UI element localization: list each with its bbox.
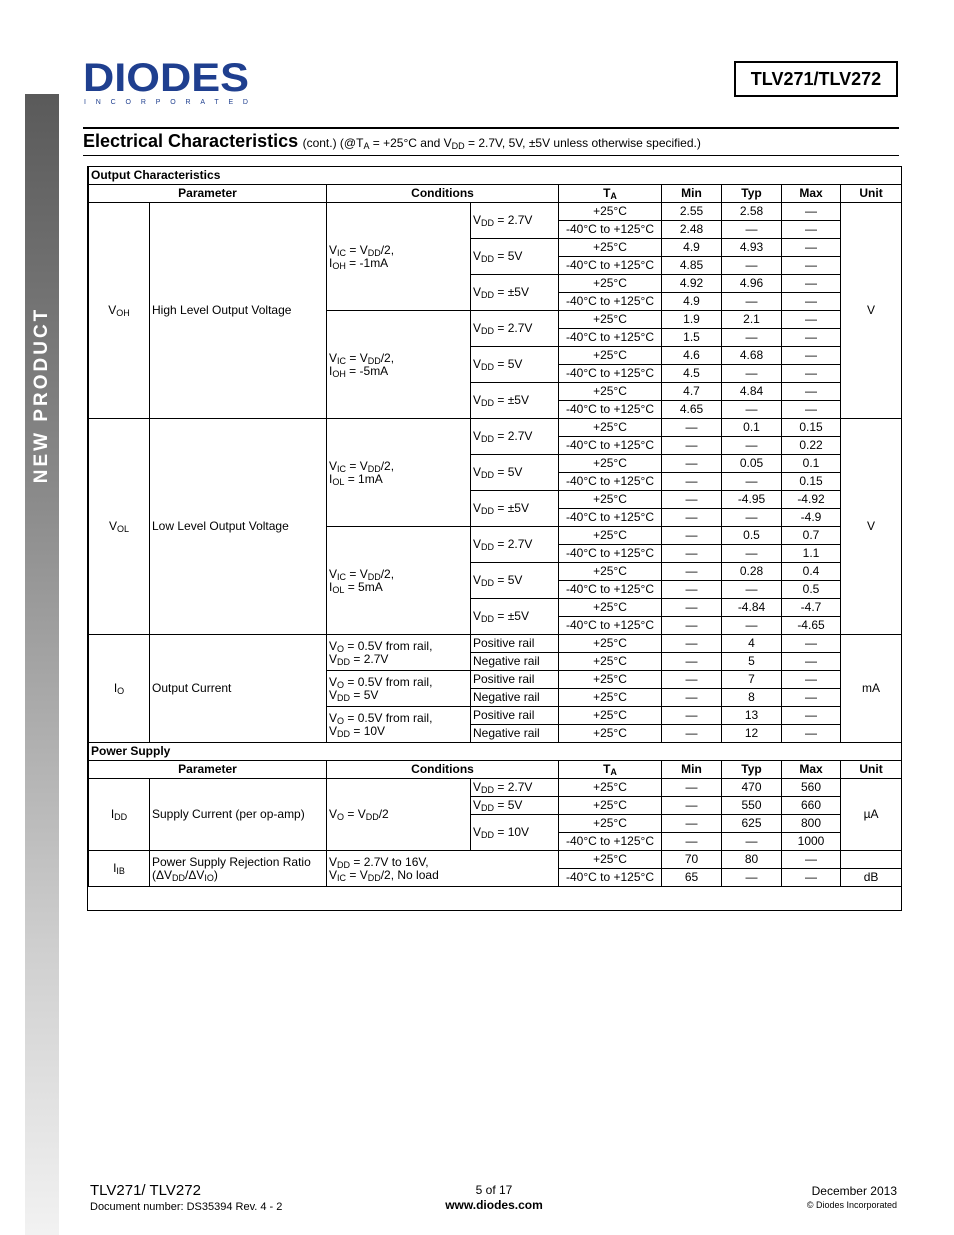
typ-value: 470 [722, 779, 782, 797]
rail-cell: Positive rail [471, 707, 559, 725]
sidebar-band [25, 94, 59, 1235]
min-value: 4.6 [662, 347, 722, 365]
typ-value: -4.84 [722, 599, 782, 617]
table-row [89, 419, 902, 437]
supply-condition: $V_{DD} = 5V$ [471, 455, 559, 491]
condition-cell: $V_O = 0.5V$ from rail, $V_{DD} = 10V$ [327, 707, 471, 743]
max-value: — [782, 239, 841, 257]
max-value: — [782, 851, 841, 869]
temperature-cell: +25°C [559, 203, 662, 221]
supply-condition: $V_{DD} = 5V$ [471, 239, 559, 275]
min-value: 4.5 [662, 365, 722, 383]
condition-cell: $V_O = V_{DD}/2$ [327, 779, 471, 851]
typ-value: 8 [722, 689, 782, 707]
min-value: 2.55 [662, 203, 722, 221]
typ-value: — [722, 833, 782, 851]
temperature-cell: +25°C [559, 419, 662, 437]
footer-right [807, 1184, 897, 1210]
unit-cell: µA [841, 779, 902, 851]
rail-cell: Positive rail [471, 635, 559, 653]
temperature-cell: +25°C [559, 347, 662, 365]
typ-value: 625 [722, 815, 782, 833]
max-value: — [782, 293, 841, 311]
temperature-cell: -40°C to +125°C [559, 437, 662, 455]
symbol-cell: $I_{DD}$ [89, 779, 150, 851]
typ-value: — [722, 545, 782, 563]
min-value: — [662, 833, 722, 851]
diodes-logo [83, 58, 253, 106]
typ-value: 4.84 [722, 383, 782, 401]
min-value: — [662, 797, 722, 815]
max-value: -4.92 [782, 491, 841, 509]
parameter-name: Power Supply Rejection Ratio $(\Delta V_{DD}/\Delta V_{IO})$ [150, 851, 327, 887]
temperature-cell: -40°C to +125°C [559, 365, 662, 383]
supply-condition: $V_{DD} = 2.7V$ [471, 311, 559, 347]
unit-cell [841, 851, 902, 869]
max-value: -4.9 [782, 509, 841, 527]
temperature-cell: -40°C to +125°C [559, 545, 662, 563]
typ-value: 2.58 [722, 203, 782, 221]
website-link[interactable]: www.diodes.com [445, 1198, 543, 1212]
temperature-cell: +25°C [559, 527, 662, 545]
min-value: 70 [662, 851, 722, 869]
typ-value: — [722, 257, 782, 275]
min-value: — [662, 707, 722, 725]
typ-value: — [722, 293, 782, 311]
rail-cell: Negative rail [471, 689, 559, 707]
table-row [89, 635, 902, 653]
footer-doc: Document number: DS35394 Rev. 4 - 2 [90, 1201, 283, 1213]
typ-value: — [722, 401, 782, 419]
col-unit: Unit [841, 185, 902, 203]
max-value: — [782, 347, 841, 365]
min-value: — [662, 599, 722, 617]
min-value: — [662, 815, 722, 833]
min-value: 1.9 [662, 311, 722, 329]
supply-condition: $V_{DD} = 5V$ [471, 563, 559, 599]
condition-cell: $V_{IC} = V_{DD}/2$, $I_{OL} = 1mA$ [327, 419, 471, 527]
max-value: — [782, 203, 841, 221]
electrical-characteristics-table [87, 166, 902, 911]
parameter-name: Low Level Output Voltage [150, 419, 327, 635]
min-value: — [662, 419, 722, 437]
supply-condition: $V_{DD} = \pm 5V$ [471, 383, 559, 419]
min-value: — [662, 617, 722, 635]
supply-condition: $V_{DD} = 10V$ [471, 815, 559, 851]
max-value: 0.22 [782, 437, 841, 455]
parameter-name: High Level Output Voltage [150, 203, 327, 419]
parameter-name: Supply Current (per op-amp) [150, 779, 327, 851]
typ-value: 0.05 [722, 455, 782, 473]
table-row [89, 779, 902, 797]
temperature-cell: +25°C [559, 707, 662, 725]
max-value: — [782, 671, 841, 689]
temperature-cell: +25°C [559, 275, 662, 293]
max-value: -4.7 [782, 599, 841, 617]
typ-value: 4 [722, 635, 782, 653]
col-conditions: Conditions [327, 185, 559, 203]
min-value: 4.85 [662, 257, 722, 275]
footer-date: December 2013 [811, 1184, 897, 1198]
temperature-cell: -40°C to +125°C [559, 293, 662, 311]
min-value: 4.9 [662, 293, 722, 311]
temperature-cell: +25°C [559, 455, 662, 473]
rail-cell: Positive rail [471, 671, 559, 689]
typ-value: — [722, 509, 782, 527]
unit-cell: V [841, 419, 902, 635]
symbol-cell: $V_{OH}$ [89, 203, 150, 419]
sidebar-label: NEW PRODUCT [31, 306, 52, 484]
temperature-cell: -40°C to +125°C [559, 833, 662, 851]
typ-value: 4.96 [722, 275, 782, 293]
col-conditions: Conditions [327, 761, 559, 779]
temperature-cell: +25°C [559, 311, 662, 329]
max-value: — [782, 635, 841, 653]
table-row [89, 851, 902, 869]
min-value: — [662, 455, 722, 473]
typ-value: 0.1 [722, 419, 782, 437]
symbol-cell: $V_{OL}$ [89, 419, 150, 635]
footer-part: TLV271/ TLV272 [90, 1182, 201, 1199]
header-row [89, 761, 902, 779]
col-typ: Typ [722, 761, 782, 779]
typ-value: 13 [722, 707, 782, 725]
max-value: — [782, 275, 841, 293]
temperature-cell: +25°C [559, 491, 662, 509]
max-value: — [782, 689, 841, 707]
col-parameter: Parameter [89, 185, 327, 203]
min-value: 4.65 [662, 401, 722, 419]
symbol-cell: $I_O$ [89, 635, 150, 743]
min-value: — [662, 653, 722, 671]
typ-value: 0.28 [722, 563, 782, 581]
temperature-cell: +25°C [559, 689, 662, 707]
max-value: 0.4 [782, 563, 841, 581]
typ-value: — [722, 365, 782, 383]
min-value: — [662, 635, 722, 653]
col-max: Max [782, 185, 841, 203]
max-value: 660 [782, 797, 841, 815]
typ-value: — [722, 869, 782, 887]
max-value: — [782, 401, 841, 419]
col-ta: $T_A$ [559, 761, 662, 779]
temperature-cell: +25°C [559, 635, 662, 653]
typ-value: 550 [722, 797, 782, 815]
min-value: — [662, 725, 722, 743]
max-value: 560 [782, 779, 841, 797]
min-value: — [662, 437, 722, 455]
temperature-cell: +25°C [559, 797, 662, 815]
temperature-cell: +25°C [559, 239, 662, 257]
min-value: — [662, 779, 722, 797]
temperature-cell: +25°C [559, 851, 662, 869]
temperature-cell: +25°C [559, 383, 662, 401]
supply-condition: $V_{DD} = \pm 5V$ [471, 275, 559, 311]
rail-cell: Negative rail [471, 653, 559, 671]
max-value: — [782, 653, 841, 671]
max-value: 0.15 [782, 419, 841, 437]
min-value: 65 [662, 869, 722, 887]
temperature-cell: -40°C to +125°C [559, 617, 662, 635]
temperature-cell: +25°C [559, 563, 662, 581]
temperature-cell: +25°C [559, 815, 662, 833]
condition-cell: $V_{IC} = V_{DD}/2$, $I_{OH} = -5mA$ [327, 311, 471, 419]
min-value: 2.48 [662, 221, 722, 239]
temperature-cell: -40°C to +125°C [559, 473, 662, 491]
temperature-cell: +25°C [559, 653, 662, 671]
max-value: 0.15 [782, 473, 841, 491]
max-value: -4.65 [782, 617, 841, 635]
min-value: — [662, 689, 722, 707]
min-value: 4.7 [662, 383, 722, 401]
max-value: — [782, 221, 841, 239]
parameter-name: Output Current [150, 635, 327, 743]
min-value: — [662, 527, 722, 545]
typ-value: 2.1 [722, 311, 782, 329]
max-value: 1.1 [782, 545, 841, 563]
supply-condition: $V_{DD} = 5V$ [471, 797, 559, 815]
col-typ: Typ [722, 185, 782, 203]
min-value: — [662, 563, 722, 581]
page-number: 5 of 17 [475, 1183, 513, 1197]
typ-value: — [722, 329, 782, 347]
logo-tagline: INCORPORATED [84, 99, 248, 106]
min-value: — [662, 473, 722, 491]
typ-value: 0.5 [722, 527, 782, 545]
temperature-cell: -40°C to +125°C [559, 257, 662, 275]
supply-condition: $V_{DD} = \pm 5V$ [471, 491, 559, 527]
typ-value: — [722, 221, 782, 239]
typ-value: — [722, 617, 782, 635]
max-value: 1000 [782, 833, 841, 851]
header-row [89, 185, 902, 203]
temperature-cell: +25°C [559, 779, 662, 797]
min-value: 1.5 [662, 329, 722, 347]
section-row [89, 167, 902, 185]
temperature-cell: -40°C to +125°C [559, 581, 662, 599]
min-value: 4.9 [662, 239, 722, 257]
typ-value: — [722, 437, 782, 455]
temperature-cell: +25°C [559, 725, 662, 743]
footer-copyright: © Diodes Incorporated [806, 1200, 897, 1210]
max-value: 0.7 [782, 527, 841, 545]
min-value: — [662, 545, 722, 563]
temperature-cell: -40°C to +125°C [559, 401, 662, 419]
col-min: Min [662, 185, 722, 203]
typ-value: 12 [722, 725, 782, 743]
condition-cell: $V_O = 0.5V$ from rail, $V_{DD} = 5V$ [327, 671, 471, 707]
supply-condition: $V_{DD} = 2.7V$ [471, 203, 559, 239]
section-heading: Output Characteristics [89, 167, 902, 185]
min-value: — [662, 509, 722, 527]
supply-condition: $V_{DD} = \pm 5V$ [471, 599, 559, 635]
temperature-cell: +25°C [559, 599, 662, 617]
max-value: — [782, 311, 841, 329]
min-value: — [662, 491, 722, 509]
typ-value: — [722, 581, 782, 599]
typ-value: 80 [722, 851, 782, 869]
condition-cell: $V_{IC} = V_{DD}/2$, $I_{OH} = -1mA$ [327, 203, 471, 311]
min-value: — [662, 671, 722, 689]
section-title: Electrical Characteristics (cont.) ($@T_A = +25^\circ C$ and $V_{DD} = 2.7V$, 5V, ±5V unless otherwise specified.) [83, 131, 701, 151]
section-heading: Power Supply [89, 743, 902, 761]
supply-condition: $V_{DD} = 5V$ [471, 347, 559, 383]
min-value: — [662, 581, 722, 599]
max-value: — [782, 329, 841, 347]
symbol-cell: $I_{IB}$ [89, 851, 150, 887]
min-value: 4.92 [662, 275, 722, 293]
supply-condition: $V_{DD} = 2.7V$ [471, 419, 559, 455]
max-value: 0.1 [782, 455, 841, 473]
unit-cell: mA [841, 635, 902, 743]
typ-value: -4.95 [722, 491, 782, 509]
unit-cell: dB [841, 869, 902, 887]
col-min: Min [662, 761, 722, 779]
temperature-cell: -40°C to +125°C [559, 509, 662, 527]
col-max: Max [782, 761, 841, 779]
temperature-cell: -40°C to +125°C [559, 329, 662, 347]
temperature-cell: -40°C to +125°C [559, 869, 662, 887]
table-row [89, 203, 902, 221]
max-value: — [782, 365, 841, 383]
supply-condition: $V_{DD} = 2.7V$ [471, 527, 559, 563]
typ-value: 5 [722, 653, 782, 671]
typ-value: 4.93 [722, 239, 782, 257]
max-value: — [782, 707, 841, 725]
temperature-cell: -40°C to +125°C [559, 221, 662, 239]
temperature-cell: +25°C [559, 671, 662, 689]
footer-center [394, 1183, 594, 1212]
max-value: — [782, 725, 841, 743]
logo-wordmark: DIODES [83, 58, 249, 100]
max-value: — [782, 257, 841, 275]
typ-value: — [722, 473, 782, 491]
max-value: 0.5 [782, 581, 841, 599]
header-rule [83, 127, 899, 129]
col-ta: $T_A$ [559, 185, 662, 203]
footer-left [90, 1182, 282, 1213]
typ-value: 4.68 [722, 347, 782, 365]
condition-cell: $V_{IC} = V_{DD}/2$, $I_{OL} = 5mA$ [327, 527, 471, 635]
condition-cell: $V_{DD} = 2.7V$ to 16V, $V_{IC} = V_{DD}/2$, No load [327, 851, 559, 887]
col-unit: Unit [841, 761, 902, 779]
supply-condition: $V_{DD} = 2.7V$ [471, 779, 559, 797]
unit-cell: V [841, 203, 902, 419]
col-parameter: Parameter [89, 761, 327, 779]
part-number-box: TLV271/TLV272 [734, 61, 898, 97]
max-value: — [782, 383, 841, 401]
max-value: — [782, 869, 841, 887]
section-row [89, 743, 902, 761]
typ-value: 7 [722, 671, 782, 689]
condition-cell: $V_O = 0.5V$ from rail, $V_{DD} = 2.7V$ [327, 635, 471, 671]
rail-cell: Negative rail [471, 725, 559, 743]
title-rule [83, 155, 899, 156]
max-value: 800 [782, 815, 841, 833]
